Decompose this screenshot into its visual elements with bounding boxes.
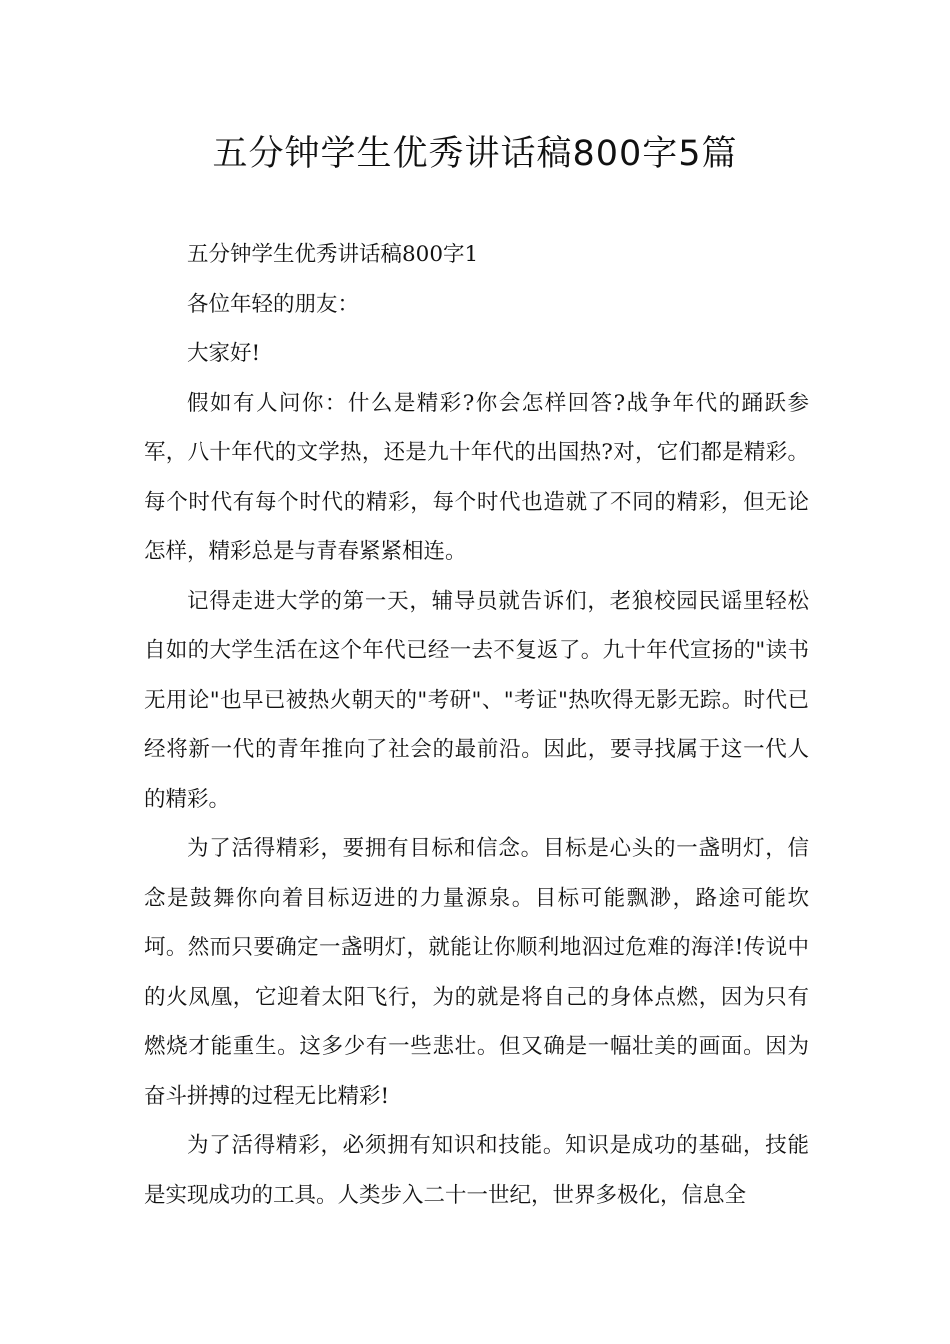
paragraph-hello: 大家好!	[187, 341, 261, 366]
paragraph-body-1: 假如有人问你：什么是精彩?你会怎样回答?战争年代的踊跃参军，八十年代的文学热，还是九十年代的出国热?对，它们都是精彩。每个时代有每个时代的精彩，每个时代也造就了不同的精彩，但无论怎样，精彩总是与青春紧紧相连。	[144, 390, 809, 564]
paragraph-body-4: 为了活得精彩，必须拥有知识和技能。知识是成功的基础，技能是实现成功的工具。人类步入二十一世纪，世界多极化，信息全	[144, 1133, 809, 1208]
document-body	[144, 230, 809, 1220]
paragraph-greeting: 各位年轻的朋友：	[187, 291, 360, 317]
paragraph-body-3: 为了活得精彩，要拥有目标和信念。目标是心头的一盏明灯，信念是鼓舞你向着目标迈进的力量源泉。目标可能飘渺，路途可能坎坷。然而只要确定一盏明灯，就能让你顺利地泅过危难的海洋!传说中的火凤凰，它迎着太阳飞行，为的就是将自己的身体点燃，因为只有燃烧才能重生。这多少有一些悲壮。但又确是一幅壮美的画面。因为奋斗拼搏的过程无比精彩!	[144, 836, 809, 1109]
paragraph-body-2: 记得走进大学的第一天，辅导员就告诉们，老狼校园民谣里轻松自如的大学生活在这个年代已经一去不复返了。九十年代宣扬的"读书无用论"也早已被热火朝天的"考研"、"考证"热吹得无影无踪。时代已经将新一代的青年推向了社会的最前沿。因此，要寻找属于这一代人的精彩。	[144, 588, 809, 812]
document-title: 五分钟学生优秀讲话稿800字5篇	[212, 134, 738, 174]
paragraph-subtitle: 五分钟学生优秀讲话稿800字1	[187, 242, 479, 267]
